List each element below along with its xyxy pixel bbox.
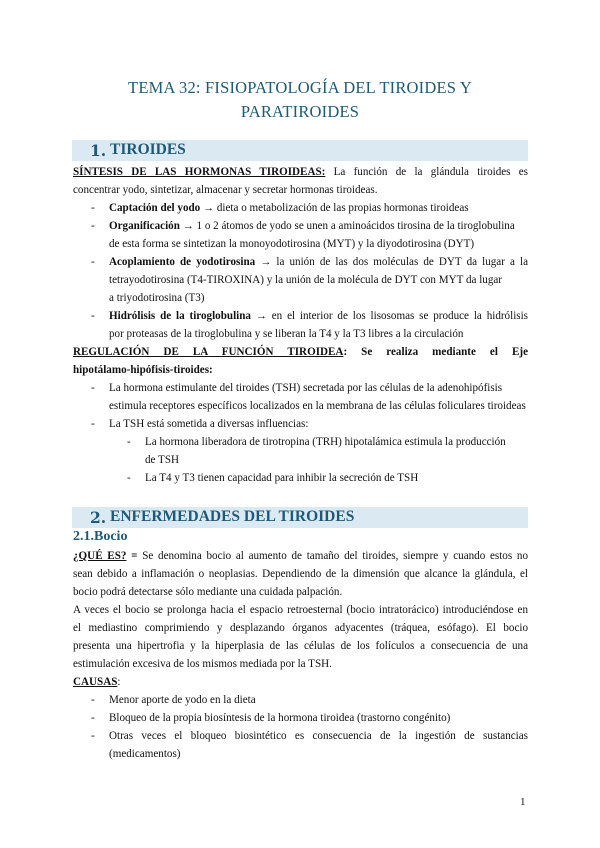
sintesis-line-1 [73,165,528,179]
acopl-text-a: → la unión de las dos moléculas de DYT da lugar a la [255,256,528,268]
organif-label: Organificación [109,220,180,232]
que-es-eq: = [126,550,143,562]
bullet-dash: - [91,310,95,322]
acopl-item-line2: tetrayodotirosina (T4-TIROXINA) y la unión de la molécula de DYT con MYT da lugar [109,274,503,286]
hidro-label: Hidrólisis de la tiroglobulina [109,310,251,322]
organif-text-a: → 1 o 2 átomos de yodo se unen a aminoácidos tirosina de la tiroglobulina [179,220,515,232]
captacion-item [109,201,528,215]
bullet-dash: - [91,730,95,742]
causas-label: CAUSAS [73,676,118,688]
veces-line-3: presenta una hipertrofia y la hiperplasia de las células de los folículos a consecuencia de una [73,640,528,652]
section-1-heading: TIROIDES [110,141,186,158]
t4t3-item: La T4 y T3 tienen capacidad para inhibir la secreción de TSH [145,472,419,484]
section-1-heading-bar [72,140,528,161]
hidro-text-a: → en el interior de los lisosomas se produce la hidrólisis [250,310,528,322]
sintesis-text-a: La función de la glándula tiroides es [325,166,528,178]
sintesis-line-2: concentrar yodo, sintetizar, almacenar y secretar hormonas tiroideas. [73,184,378,196]
page-number: 1 [520,796,526,808]
causa-1: Menor aporte de yodo en la dieta [109,694,256,706]
regulacion-text-a: : Se realiza mediante el Eje [343,346,528,358]
bullet-dash: - [91,220,95,232]
section-1-number: 1. [90,141,107,160]
document-title-line1: TEMA 32: FISIOPATOLOGÍA DEL TIROIDES Y [128,78,472,97]
sintesis-label: SÍNTESIS DE LAS HORMONAS TIROIDEAS: [73,166,326,178]
hidro-item-line1 [109,309,528,323]
causa-3-line1: Otras veces el bloqueo biosintético es consecuencia de la ingestión de sustancias [109,730,528,742]
regulacion-line-2: hipotálamo-hipófisis-tiroides: [73,364,213,376]
section-2-heading: ENFERMEDADES DEL TIROIDES [110,508,355,525]
organif-item-line2: de esta forma se sintetizan la monoyodotirosina (MYT) y la diyodotirosina (DYT) [109,238,475,250]
que-es-line-3: bocio podrá detectarse sólo mediante una cuidada palpación. [73,586,343,598]
sub-bullet-dash: - [127,436,131,448]
veces-line-2: el mediastino comprimiendo y desplazando órganos adyacentes (tráquea, esófago). El bocio [73,622,528,634]
tsh-item-line1: La hormona estimulante del tiroides (TSH) secretada por las células de la adenohipófisis [109,382,503,394]
bullet-dash: - [91,382,95,394]
organif-item-line1 [109,219,528,233]
tsh-item-line2: estimula receptores específicos localizados en la membrana de las células foliculares tiroideas [109,400,526,412]
trh-item-line2: de TSH [145,454,180,466]
causa-3-line2: (medicamentos) [109,748,181,760]
veces-line-1: A veces el bocio se prolonga hacia el espacio retroesternal (bocio intratorácico) introduciéndose en [73,604,528,616]
subsection-bocio-heading: 2.1.Bocio [73,529,128,544]
acopl-label: Acoplamiento de yodotirosina [109,256,256,268]
bullet-dash: - [91,694,95,706]
hidro-item-line2: por proteasas de la tiroglobulina y se liberan la T4 y la T3 libres a la circulación [109,328,464,340]
influ-item: La TSH está sometida a diversas influencias: [109,418,309,430]
regulacion-label: REGULACIÓN DE LA FUNCIÓN TIROIDEA [73,346,344,358]
document-title-line2: PARATIROIDES [240,102,360,121]
section-2-number: 2. [90,508,107,527]
que-es-line-2: sean debido a inflamación o neoplasias. Dependiendo de la dimensión que alcance la glándula, el [73,568,528,580]
que-es-label: ¿QUÉ ES? [73,550,127,562]
trh-item-line1: La hormona liberadora de tirotropina (TRH) hipotalámica estimula la producción [145,436,506,448]
acopl-item-line1 [109,255,528,269]
bullet-dash: - [91,256,95,268]
causas-colon: : [117,676,121,688]
que-es-text-a: Se denomina bocio al aumento de tamaño del tiroides, siempre y cuando estos no [142,550,528,562]
causas-heading [73,675,528,689]
bullet-dash: - [91,418,95,430]
captacion-text: → dieta o metabolización de las propias hormonas tiroideas [200,202,469,214]
que-es-line-1 [73,549,528,563]
acopl-item-line3: a triyodotirosina (T3) [109,292,205,304]
bullet-dash: - [91,202,95,214]
sub-bullet-dash: - [127,472,131,484]
veces-line-4: estimulación excesiva de los mismos mediada por la TSH. [73,658,332,670]
regulacion-line-1 [73,345,528,359]
section-2-heading-bar [72,507,528,528]
bullet-dash: - [91,712,95,724]
causa-2: Bloqueo de la propia biosíntesis de la hormona tiroidea (trastorno congénito) [109,712,451,724]
captacion-label: Captación del yodo [109,202,201,214]
